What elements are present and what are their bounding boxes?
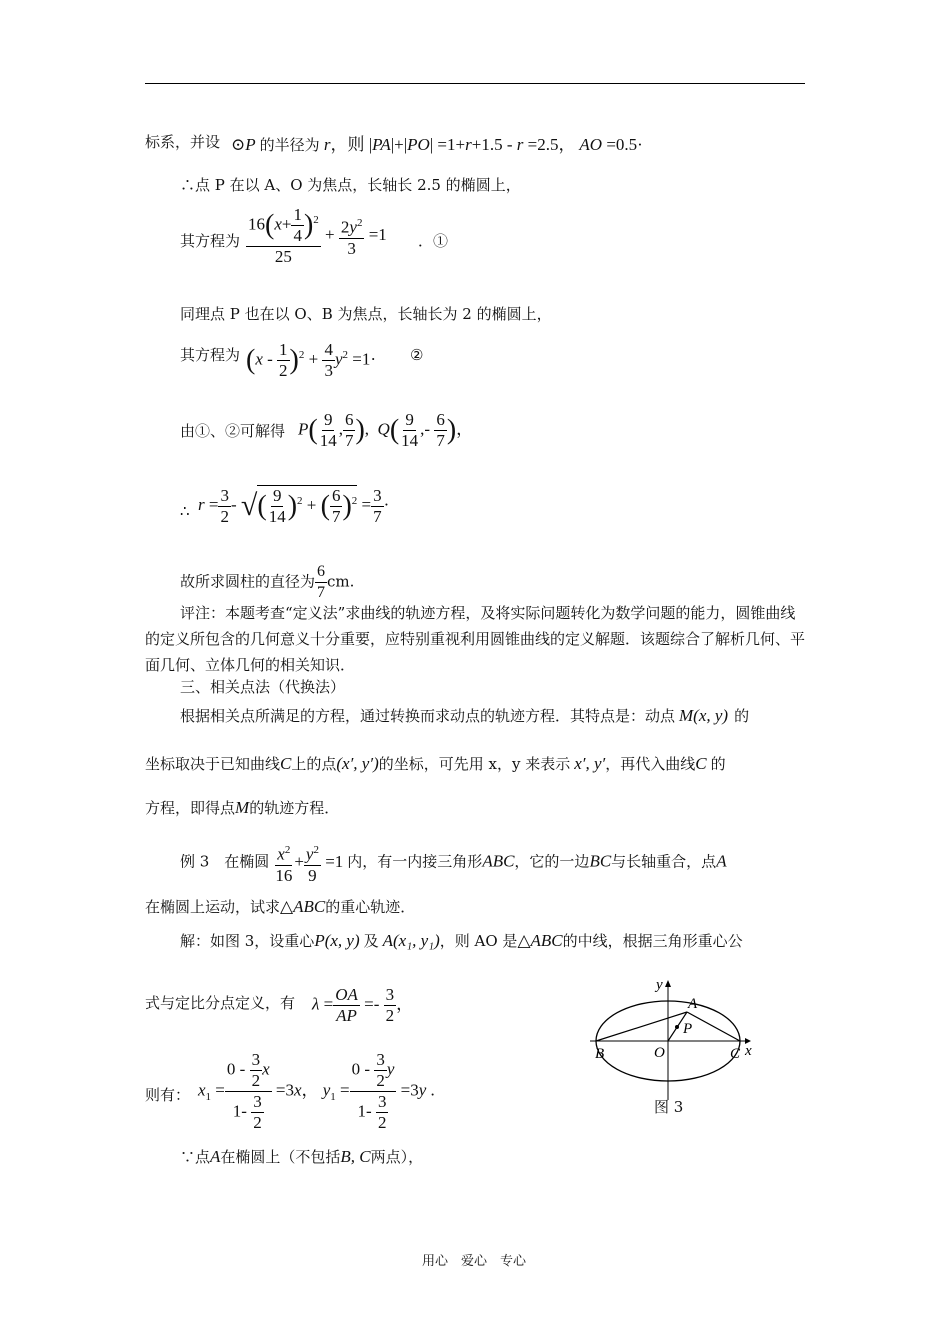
solution-line-2: 式与定比分点定义，有 — [145, 994, 296, 1012]
header-rule — [145, 83, 805, 84]
then-label: 则有： — [145, 1086, 191, 1104]
method-para-line-1: 根据相关点所满足的方程，通过转换而求动点的轨迹方程．其特点是：动点 M(x, y) 的 — [180, 706, 750, 725]
comment-paragraph: 评注：本题考查“定义法”求曲线的轨迹方程，及将实际问题转化为数学问题的能力，圆锥曲线的定义所包含的几何意义十分重要，应特别重视利用圆锥曲线的定义解题．该题综合了解析几何、平面几何、立体几何的相关知识． — [145, 604, 806, 674]
figure-caption: 图 3 — [654, 1098, 684, 1116]
method-para-line-3: 方程，即得点M的轨迹方程． — [145, 798, 340, 817]
solution-line-1: 解：如图 3，设重心P(x, y) 及 A(x₁, y₁)，则 AO 是△ABC的中线，根据三角形重心公 — [180, 931, 743, 950]
circled-2: ② — [410, 346, 424, 364]
text-eq1-label: 其方程为 — [180, 232, 241, 250]
label-y: y — [656, 977, 663, 993]
equation-1: 16(x+ $\frac{1}{4}$ )$^2$ 25 + $\frac{2y^2}{3}$ =1 — [248, 205, 387, 266]
label-A: A — [688, 996, 698, 1012]
text-line-1: 标系，并设 — [145, 133, 221, 151]
example-3-line-2: 在椭圆上运动，试求△ABC的重心轨迹． — [145, 897, 416, 916]
point-P — [675, 1025, 679, 1029]
circled-1: ．① — [418, 232, 449, 250]
page-footer: 用心 爱心 专心 — [422, 1254, 527, 1269]
example-3-line-1: 例 3 在椭圆 $\frac{x^2}{16}$ + $\frac{y^2}{9}$ =1 内，有一内接三角形ABC，它的一边BC与长轴重合，点A — [180, 840, 727, 886]
text-line-8: 故所求圆柱的直径为 $\frac{6}{7}$ cm. — [180, 563, 355, 601]
text-line-2: ∴点 P 在以 A、O 为焦点，长轴长 2.5 的椭圆上， — [180, 176, 521, 194]
radius-result: r = $\frac{3}{2}$ - √( $\frac{9}{14}$ )$^2$ + ( $\frac{6}{7}$ )$^2$ = $\frac{3}{7}$ · — [198, 485, 390, 526]
text-eq2-label: 其方程为 — [180, 346, 241, 364]
equation-2: (x - $\frac{1}{2}$ )$^2$ + $\frac{4}{3}$ $y^2 =1\cdot$ — [246, 340, 377, 380]
because-line: ∵点A在椭圆上（不包括B, C两点）， — [180, 1147, 424, 1166]
label-C: C — [730, 1046, 741, 1062]
therefore-sign: ∴ — [180, 502, 190, 520]
coordinate-relations: $x_1$ = 0 - $\frac{3}{2}$ x 1- $\frac{3}{2}$ =3x， $y_1$ = 0 - $\frac{3}{2}$ y 1- $\frac{3}{2}$ =3y . — [198, 1050, 435, 1132]
method-para-line-2: 坐标取决于已知曲线C上的点(x′, y′)的坐标，可先用 x，y 来表示 x′, y′，再代入曲线C 的 — [145, 754, 726, 773]
label-P: P — [683, 1021, 693, 1037]
math-line-1: ⊙P 的半径为 r，则 |PA|+|PO| =1+r+1.5 - r =2.5， AO =0.5· — [231, 135, 643, 154]
lambda-ratio: λ = $\frac{OA}{AP}$ =- $\frac{3}{2}$ ， — [312, 985, 414, 1025]
segment-AC — [687, 1012, 740, 1041]
section-heading-3: 三、相关点法（代换法） — [180, 678, 346, 696]
y-axis-arrow — [665, 980, 671, 987]
text-line-6: 由①、②可解得 — [180, 422, 286, 440]
solution-points: P( $\frac{9}{14}$ , $\frac{6}{7}$ ), Q( $\frac{9}{14}$ ,- $\frac{6}{7}$ )， — [298, 410, 474, 450]
label-O: O — [654, 1045, 665, 1061]
segment-BA — [596, 1012, 687, 1041]
label-B: B — [595, 1046, 605, 1062]
label-x: x — [745, 1043, 752, 1059]
text-line-4: 同理点 P 也在以 O、B 为焦点，长轴长为 2 的椭圆上， — [180, 305, 552, 323]
